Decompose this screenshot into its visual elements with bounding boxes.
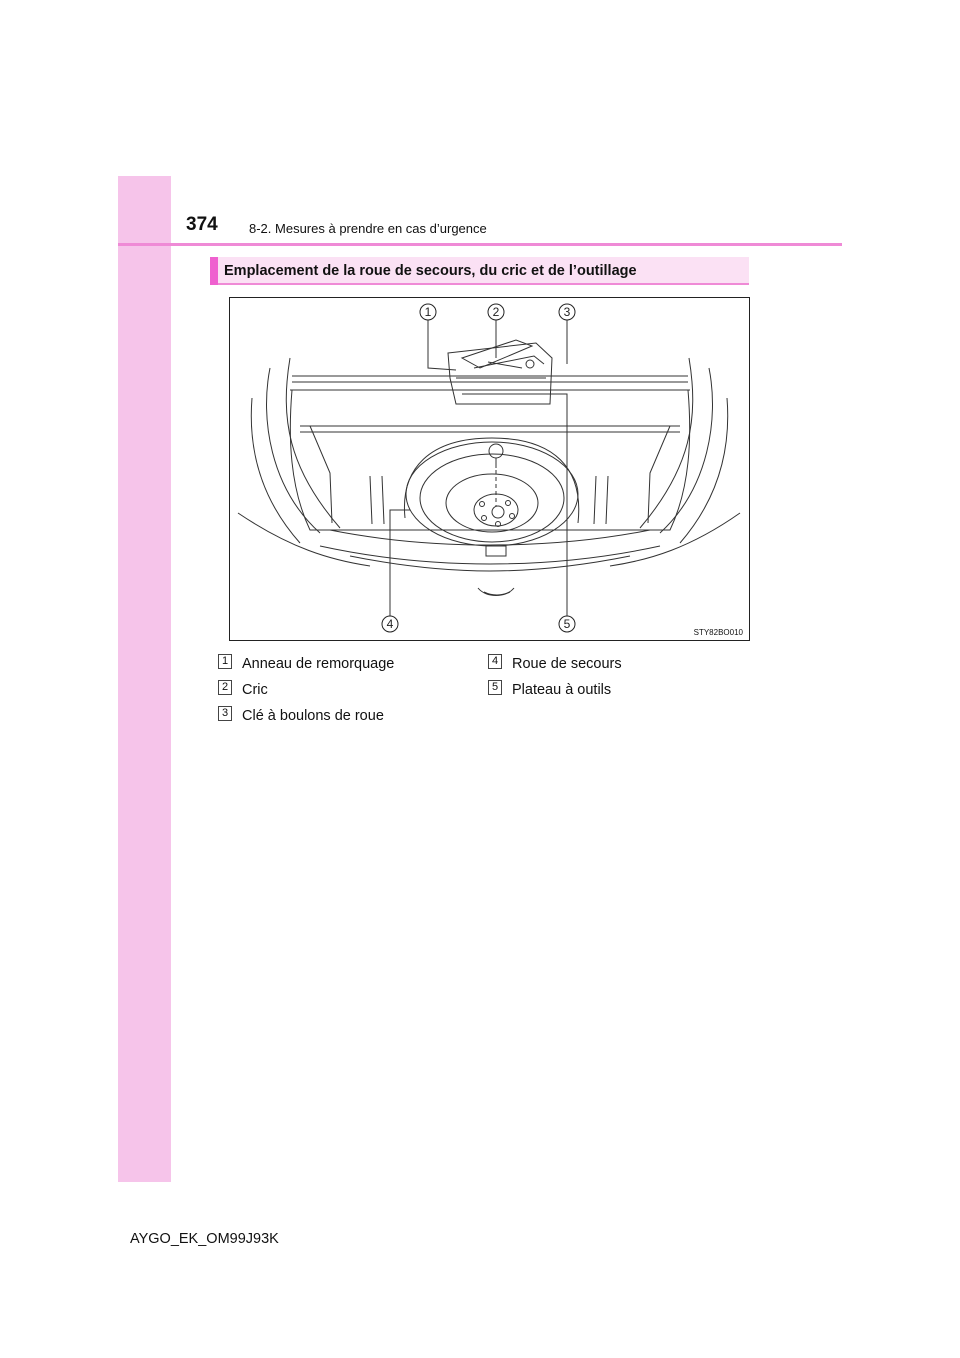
- callout-5: 5: [563, 617, 571, 631]
- trunk-illustration: [229, 297, 750, 641]
- callout-3: 3: [563, 305, 571, 319]
- legend-label-4: Roue de secours: [512, 656, 622, 672]
- side-color-band: [118, 176, 171, 1182]
- section-marker: [210, 257, 218, 285]
- legend-label-3: Clé à boulons de roue: [242, 708, 384, 724]
- legend-label-1: Anneau de remorquage: [242, 656, 395, 672]
- figure-code: STY82BO010: [693, 628, 743, 637]
- legend-label-2: Cric: [242, 682, 268, 698]
- callout-1: 1: [424, 305, 432, 319]
- legend-label-5: Plateau à outils: [512, 682, 612, 698]
- running-head: 8-2. Mesures à prendre en cas d’urgence: [249, 221, 487, 236]
- callout-2: 2: [492, 305, 500, 319]
- legend-number-1: 1: [218, 654, 232, 669]
- legend-number-5: 5: [488, 680, 502, 695]
- legend-number-2: 2: [218, 680, 232, 695]
- footer-document-code: AYGO_EK_OM99J93K: [130, 1231, 279, 1247]
- legend-number-4: 4: [488, 654, 502, 669]
- page-number: 374: [186, 214, 218, 235]
- header-rule: [118, 243, 842, 246]
- callout-4: 4: [386, 617, 394, 631]
- legend-number-3: 3: [218, 706, 232, 721]
- section-title: Emplacement de la roue de secours, du cric et de l’outillage: [224, 263, 637, 279]
- trunk-drawing: [230, 298, 749, 640]
